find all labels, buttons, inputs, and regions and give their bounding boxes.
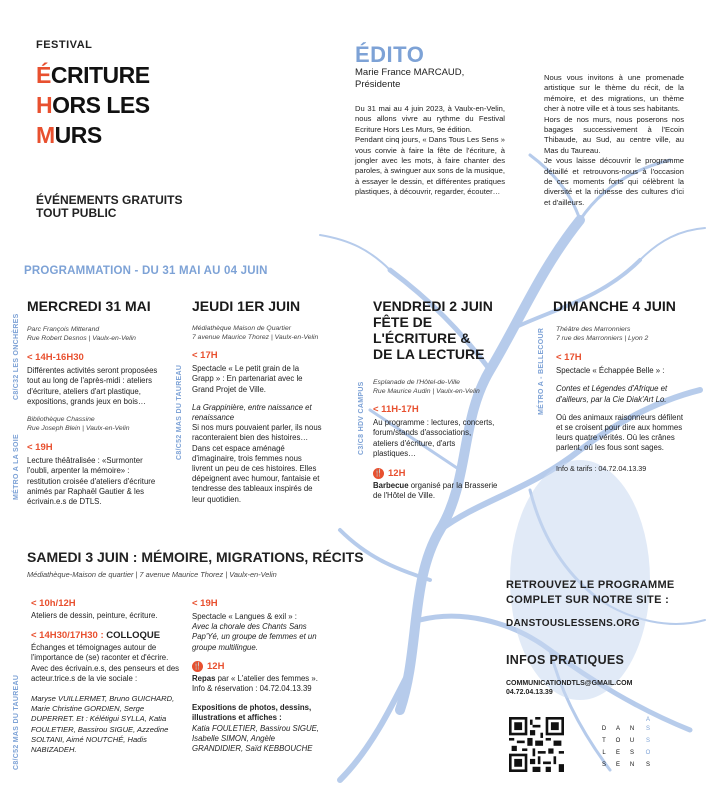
email-link[interactable]: COMMUNICATIONDTLS@GMAIL.COM (506, 680, 633, 687)
free-events-label: ÉVÉNEMENTS GRATUITS TOUT PUBLIC (36, 193, 183, 220)
qr-code-icon (509, 717, 564, 772)
samedi-block-right: < 19H Spectacle « Langues & exil » : Avec la chorale des Chants Sans Pap'Yé, un groupe de femmes et un groupe multilingue. 🍴 12H Repas par « L'atelier des femmes ». Info & réservation : 04.72.04.13.39 Expositions de photos, dessins, illustrations et affiches : Katia FOULETIER, Bassirou SIGUE, Isabelle SIMON, Angèle GRANDIDIER, Saïd KEBBOUCHE (192, 598, 319, 754)
svg-text:T: T (602, 738, 606, 744)
fork-icon: 🍴 (374, 470, 383, 477)
edito-column-1: Du 31 mai au 4 juin 2023, à Vaulx-en-Velin, nous allons vivre au rythme du Festival Ecriture Hors Les Murs, 9e édition. Pendant cinq jours, « Dans Tous Les Sens » vous convie à faire la fête de l'écriture, à jongler avec les mots, à faire chanter des paroles, à swinguer aux sons de la musique, à essayer le dessin, et différentes pratiques plastiques, à découvrir, regarder, écouter… (355, 104, 505, 197)
svg-text:O: O (645, 750, 651, 756)
retrouvez-programme: RETROUVEZ LE PROGRAMME COMPLET SUR NOTRE SITE : (506, 579, 675, 606)
edito-title: ÉDITO (355, 42, 425, 67)
jeudi-title: JEUDI 1ER JUIN (192, 298, 301, 314)
phone-number: 04.72.04.13.39 (506, 689, 553, 696)
mercredi-transport-1: C8/C32 LES ONCHÈRES (13, 313, 20, 400)
vendredi-block: Esplanade de l'Hôtel-de-Ville Rue Maurice Audin | Vaulx-en-Velin < 11H-17H Au programme : lectures, concerts, forum/stands d'associations, ateliers d'écriture, d'arts plastiques… 🍴 12H Barbecue organisé par la Brasserie de l'Hôtel de Ville. (373, 379, 498, 501)
dimanche-title: DIMANCHE 4 JUIN (553, 298, 676, 314)
svg-text:S: S (645, 762, 651, 768)
svg-text:E: E (615, 762, 621, 768)
vendredi-title: VENDREDI 2 JUIN FÊTE DE L'ÉCRITURE & DE LA LECTURE (373, 298, 493, 362)
festival-title-line-2: HORS LES (36, 92, 150, 118)
website-link[interactable]: DANSTOUSLESSENS.ORG (506, 618, 640, 629)
festival-title-line-3: MURS (36, 122, 102, 148)
samedi-venue: Médiathèque-Maison de quartier | 7 avenue Maurice Thorez | Vaulx-en-Velin (27, 570, 277, 579)
festival-title-line-1: ÉCRITURE (36, 62, 150, 88)
svg-text:N: N (629, 726, 635, 732)
svg-text:A: A (645, 717, 651, 723)
mercredi-title: MERCREDI 31 MAI (27, 298, 151, 314)
jeudi-transport: C8/C52 MAS DU TAUREAU (176, 364, 183, 460)
samedi-transport: C8/C52 MAS DU TAUREAU (13, 674, 20, 770)
mercredi-transport-2: MÉTRO A LA SOIE (13, 434, 20, 500)
mercredi-block: Parc François Mitterand Rue Robert Desnos | Vaulx-en-Velin < 14H-16H30 Différentes activités seront proposées tout au long de l'après-midi : ateliers d'écriture, ateliers d'art plastique, expositions, grands jeux en bois… Bibliothèque Chassine Rue Joseph Blein | Vaulx-en-Velin < 19H Lecture théâtralisée : «Surmonter l'oubli, arpenter la mémoire» : restitution croisée d'ateliers d'écriture animés par Raphaël Gautier & les écrivain.e.s de DTLS. (27, 326, 158, 506)
programmation-title: PROGRAMMATION - DU 31 MAI AU 04 JUIN (24, 265, 268, 277)
samedi-block-left: < 10h/12H Ateliers de dessin, peinture, écriture. < 14H30/17H30 : COLLOQUE Échanges et témoignages autour de l'importance de (se) raconter et d'écrire. Avec des écrivain.e.s, des penseurs et des acteur.trice.s de la vie sociale : Maryse VUILLERMET, Bruno GUICHARD, Marie Christine GORDIEN, Serge DUPERRET. Et : Kélétigui SYLLA, Katia FOULETIER, Bassirou SIGUE, Azzedine SOLTANI, Aimé NOUTCHÉ, Hadis NABIZADEH. (31, 598, 180, 755)
svg-text:L: L (602, 750, 606, 756)
svg-text:E: E (615, 750, 621, 756)
svg-text:D: D (601, 726, 607, 732)
contact-info (506, 679, 632, 697)
infos-pratiques-title: INFOS PRATIQUES (506, 653, 625, 667)
svg-text:O: O (615, 738, 621, 744)
samedi-title: SAMEDI 3 JUIN : MÉMOIRE, MIGRATIONS, RÉCITS (27, 549, 364, 565)
dans-tous-les-sens-logo (596, 716, 666, 778)
svg-text:S: S (645, 738, 651, 744)
svg-text:S: S (645, 726, 651, 732)
dimanche-transport: MÉTRO A - BELLECOUR (538, 327, 545, 415)
festival-label: FESTIVAL (36, 39, 93, 51)
fork-icon: 🍴 (193, 662, 202, 670)
edito-author: Marie France MARCAUD, Présidente (355, 67, 465, 90)
jeudi-block: Médiathèque Maison de Quartier 7 avenue Maurice Thorez | Vaulx-en-Velin < 17H Spectacle « Le petit grain de la Grapp » : En partenariat avec le Grand Projet de Ville. La Grappinière, entre naissance et renaissance Si nos murs pouvaient parler, ils nous raconteraient bien des histoires… Dans cet espace aménagé d'imaginaire, trois femmes nous livrent un peu de ces histoires. Elles dépeignent avec humour, fantaisie et tendresse des tableaux inspirés de leur quotidien. (192, 325, 322, 504)
svg-text:S: S (601, 762, 607, 768)
vendredi-transport: C3/C8 HDV CAMPUS (358, 381, 365, 455)
svg-text:A: A (615, 726, 621, 732)
svg-text:U: U (629, 738, 635, 744)
svg-text:N: N (629, 762, 635, 768)
dimanche-block: Théâtre des Marronniers 7 rue des Marronniers | Lyon 2 < 17H Spectacle « Échappée Belle » : Contes et Légendes d'Afrique et d'ailleurs, par la Cie Diak'Art Lo. Où des animaux raisonneurs défilent et se croisent pour dire aux hommes leurs quatre vérités. Où les crânes parlent, où les fous sont sages. Info & tarifs : 04.72.04.13.39 (556, 326, 683, 473)
edito-column-2: Nous vous invitons à une promenade artistique sur le thème du récit, de la mémoire, et des migrations, un thème cher à notre ville et à tous ses habitants. Hors de nos murs, nous poserons nos bagages successivement à l'Ecoin Thibaude, au Sud, au centre ville, au Mas du Taureau. Je vous laisse découvrir le programme détaillé et retrouvons-nous à l'occasion de ces moments forts qui célèbrent la diversité et la richesse des cultures d'ici et d'ailleurs. (544, 73, 684, 207)
svg-text:S: S (629, 750, 635, 756)
